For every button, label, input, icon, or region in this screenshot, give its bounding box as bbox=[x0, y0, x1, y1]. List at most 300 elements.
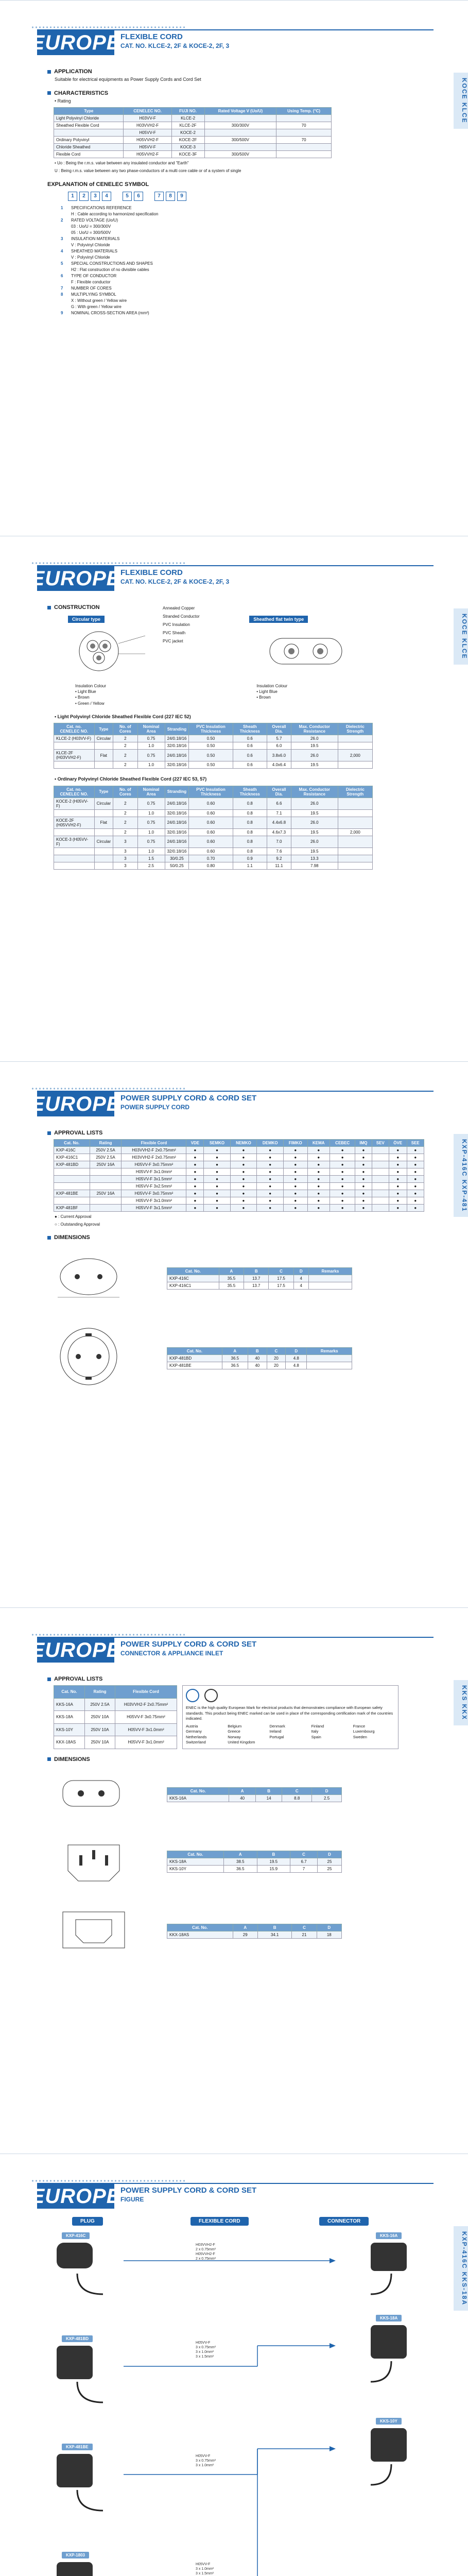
table-cell bbox=[338, 809, 372, 817]
table-cell: ● bbox=[257, 1161, 284, 1168]
symbol-box: 7 bbox=[154, 192, 164, 201]
table-row bbox=[54, 1197, 424, 1205]
symbol-box: 3 bbox=[91, 192, 100, 201]
table-cell: H05VV-F 3x1.5mm² bbox=[122, 1176, 186, 1183]
table-cell: ● bbox=[257, 1205, 284, 1212]
page-subtitle: POWER SUPPLY CORD bbox=[120, 1104, 190, 1111]
table-cell: 6.7 bbox=[290, 1858, 318, 1866]
table-header-row bbox=[54, 1140, 424, 1147]
table-cell: ● bbox=[204, 1205, 230, 1212]
table-cell: ● bbox=[284, 1147, 307, 1154]
table-cell: ● bbox=[355, 1168, 372, 1176]
plug-label: KXP-481BD bbox=[62, 2335, 93, 2342]
table-cell: H05VV-F 3x1.0mm² bbox=[115, 1723, 177, 1736]
column-header: D bbox=[317, 1851, 341, 1858]
connector-label: KKS-18A bbox=[376, 2315, 402, 2321]
table-row bbox=[54, 817, 373, 828]
table-cell: ● bbox=[407, 1205, 424, 1212]
table-cell bbox=[94, 761, 113, 769]
column-header: Dielectric Strength bbox=[338, 723, 372, 735]
table-cell: KLCE-2F (H03VVH2-F) bbox=[54, 750, 95, 761]
table-cell: ● bbox=[230, 1154, 257, 1161]
table-cell: 2.5 bbox=[312, 1795, 342, 1802]
column-header: Cat. no. CENELEC NO. bbox=[54, 723, 95, 735]
symbol-boxes bbox=[68, 192, 432, 201]
table-cell bbox=[372, 1176, 389, 1183]
table-cell: ● bbox=[407, 1197, 424, 1205]
table-cell: 1.0 bbox=[137, 848, 165, 855]
box-gap bbox=[113, 192, 120, 201]
table-cell: 4.8 bbox=[286, 1354, 307, 1362]
enec-panel bbox=[182, 1685, 398, 1749]
table-cell: ● bbox=[204, 1161, 230, 1168]
table-row bbox=[167, 1354, 352, 1362]
table-cell: 2 bbox=[113, 735, 137, 742]
table-cell: 26.0 bbox=[291, 735, 338, 742]
table-cell: H05VV-F 3x0.75mm² bbox=[115, 1711, 177, 1724]
table-row bbox=[54, 848, 373, 855]
table-row bbox=[54, 862, 373, 869]
column-header: Remarks bbox=[307, 1347, 352, 1354]
table-cell: KKX-18AS bbox=[54, 1736, 85, 1749]
table-cell: ● bbox=[204, 1190, 230, 1197]
table-cell: 26.0 bbox=[291, 836, 338, 848]
table-header-row bbox=[167, 1267, 352, 1275]
table-cell: H05VV-F 3x1.0mm² bbox=[115, 1736, 177, 1749]
table-cell: 32/0.18/16 bbox=[165, 828, 189, 836]
column-header: A bbox=[222, 1347, 248, 1354]
table-cell: 250V 2.5A bbox=[90, 1147, 122, 1154]
explanation-item bbox=[61, 310, 432, 316]
table-cell: H03VVH2-F bbox=[124, 122, 171, 129]
table-cell: KXP-416C bbox=[167, 1275, 219, 1282]
rating-table bbox=[54, 107, 332, 158]
table-cell: ● bbox=[407, 1161, 424, 1168]
table-cell: 8.8 bbox=[282, 1795, 312, 1802]
table-cell: H05VVH2-F bbox=[124, 137, 171, 144]
plug-label: KXP-481BE bbox=[62, 2444, 93, 2450]
column-header: C bbox=[269, 1267, 293, 1275]
item-text: NOMINAL CROSS-SECTION AREA (mm²) bbox=[71, 310, 149, 315]
table-cell: 24/0.18/16 bbox=[165, 836, 189, 848]
table-cell: ● bbox=[186, 1197, 204, 1205]
table-cell: 0.75 bbox=[137, 750, 165, 761]
table-cell: ● bbox=[186, 1205, 204, 1212]
plug-label: KXP-1803 bbox=[62, 2552, 89, 2558]
country-name: United Kingdom bbox=[228, 1740, 255, 1744]
table-cell: 9.2 bbox=[267, 855, 291, 862]
table-cell: 40 bbox=[229, 1795, 255, 1802]
explanation-item bbox=[61, 261, 432, 273]
column-header: PVC Insulation Thickness bbox=[189, 786, 233, 798]
table-cell bbox=[338, 761, 372, 769]
approval-section bbox=[47, 1130, 432, 1227]
table-cell bbox=[338, 862, 372, 869]
table-cell: 0.75 bbox=[137, 735, 165, 742]
table-cell bbox=[54, 1197, 90, 1205]
column-header: KEMA bbox=[307, 1140, 330, 1147]
table-cell: ● bbox=[355, 1176, 372, 1183]
table-cell: 7 bbox=[290, 1866, 318, 1873]
column-header: Stranding bbox=[165, 723, 189, 735]
table-row bbox=[54, 809, 373, 817]
symbol-box: 5 bbox=[123, 192, 132, 201]
table-cell: 13.7 bbox=[244, 1275, 269, 1282]
column-header: CENELEC NO. bbox=[124, 108, 171, 115]
table-cell bbox=[54, 855, 95, 862]
application-section bbox=[47, 69, 432, 83]
table-row bbox=[54, 855, 373, 862]
table-cell bbox=[308, 1275, 352, 1282]
dimensions-section bbox=[47, 1234, 432, 1395]
page-header bbox=[120, 32, 229, 49]
table-cell: 0.50 bbox=[189, 761, 233, 769]
column-header: B bbox=[257, 1924, 291, 1931]
table-cell: 4.0x6.4 bbox=[267, 761, 291, 769]
plug-2pin-drawing bbox=[47, 1246, 140, 1308]
table-cell: 7.1 bbox=[267, 809, 291, 817]
table-cell: 0.75 bbox=[137, 836, 165, 848]
table-cell: 6.0 bbox=[267, 742, 291, 750]
table-row bbox=[54, 151, 332, 158]
column-header: SEE bbox=[407, 1140, 424, 1147]
table-row bbox=[54, 828, 373, 836]
country-name: Denmark bbox=[269, 1723, 285, 1728]
side-tab: KXP-416C KXP-481 bbox=[454, 1134, 468, 1217]
table-cell: 34.1 bbox=[257, 1931, 291, 1939]
table-cell: 6.6 bbox=[267, 798, 291, 809]
table-cell: 20 bbox=[267, 1354, 286, 1362]
table-cell bbox=[372, 1168, 389, 1176]
table-cell bbox=[276, 115, 332, 122]
table-cell: ● bbox=[204, 1154, 230, 1161]
column-header: SEV bbox=[372, 1140, 389, 1147]
table-cell: ● bbox=[284, 1168, 307, 1176]
table-cell bbox=[90, 1205, 122, 1212]
table-cell bbox=[54, 1176, 90, 1183]
page-figure-flow bbox=[0, 2154, 468, 2576]
column-header: Cat. No. bbox=[167, 1347, 222, 1354]
country-name: Norway bbox=[228, 1734, 241, 1739]
table-cell: ● bbox=[284, 1205, 307, 1212]
item-text: NUMBER OF CORES bbox=[71, 285, 112, 291]
column-header: No. of Cores bbox=[113, 723, 137, 735]
table-cell: ● bbox=[355, 1147, 372, 1154]
table-cell: Chloride Sheathed bbox=[54, 144, 124, 151]
table-cell: 19.5 bbox=[291, 828, 338, 836]
table-cell: 21 bbox=[292, 1931, 317, 1939]
table-cell: ● bbox=[204, 1183, 230, 1190]
table-cell: ● bbox=[230, 1161, 257, 1168]
circular-figure bbox=[68, 616, 208, 706]
table-cell: ● bbox=[186, 1183, 204, 1190]
table-cell: ● bbox=[186, 1168, 204, 1176]
table-cell: ● bbox=[257, 1168, 284, 1176]
table-row bbox=[54, 798, 373, 809]
column-header: C bbox=[292, 1924, 317, 1931]
table-cell: 32/0.18/16 bbox=[165, 742, 189, 750]
table-cell: 1.0 bbox=[137, 761, 165, 769]
construction-part-label: Annealed Copper bbox=[163, 605, 195, 611]
table-cell: 3 bbox=[113, 855, 137, 862]
table-cell bbox=[276, 151, 332, 158]
table-cell: KXP-416C bbox=[54, 1147, 90, 1154]
table-cell: ● bbox=[407, 1190, 424, 1197]
table-cell: 2 bbox=[113, 817, 137, 828]
column-header: Rating bbox=[90, 1140, 122, 1147]
column-header: Using Temp. (°C) bbox=[276, 108, 332, 115]
table-row bbox=[54, 115, 332, 122]
europe-logo: EUROPE bbox=[37, 2184, 114, 2209]
table-cell bbox=[204, 115, 276, 122]
dimension-table-kks18 bbox=[167, 1851, 342, 1873]
flat-figure bbox=[249, 616, 432, 706]
table-cell: 15.9 bbox=[257, 1866, 290, 1873]
insulation-colour: Insulation Colour • Light Blue • Brown bbox=[256, 684, 288, 700]
table-cell: 250V 16A bbox=[90, 1161, 122, 1168]
page-subtitle: CAT. NO. KLCE-2, 2F & KOCE-2, 2F, 3 bbox=[120, 42, 230, 49]
cord-spec: H03VVH2-F 2 x 0.75mm² H05VVH2-F 2 x 0.75mm² bbox=[196, 2243, 216, 2261]
column-header: D bbox=[312, 1788, 342, 1795]
table-cell: Flat bbox=[94, 750, 113, 761]
table-cell bbox=[54, 828, 95, 836]
table-cell: ● bbox=[230, 1197, 257, 1205]
column-header: FIMKO bbox=[284, 1140, 307, 1147]
table-cell: 5.7 bbox=[267, 735, 291, 742]
item-number: 4 bbox=[61, 248, 63, 253]
column-header: D bbox=[293, 1267, 308, 1275]
item-number: 7 bbox=[61, 285, 63, 291]
table-cell: 29 bbox=[233, 1931, 257, 1939]
table-cell: ● bbox=[407, 1183, 424, 1190]
column-header: Rated Voltage V (Uo/U) bbox=[204, 108, 276, 115]
table-cell: 1.5 bbox=[137, 855, 165, 862]
column-header: B bbox=[257, 1851, 290, 1858]
table-cell: H03VVH2-F 2x0.75mm² bbox=[115, 1698, 177, 1711]
bullet-square-icon bbox=[47, 91, 51, 95]
table-cell: 0.70 bbox=[189, 855, 233, 862]
item-text: SPECIAL CONSTRUCTIONS AND SHAPES H2 : Flat construction of no divisible cables bbox=[71, 261, 153, 272]
table-cell bbox=[54, 761, 95, 769]
table-cell: 1.0 bbox=[137, 828, 165, 836]
table-cell: 25 bbox=[317, 1866, 341, 1873]
table-cell: ● bbox=[389, 1197, 407, 1205]
section-heading: DIMENSIONS bbox=[54, 1234, 90, 1241]
table-cell: KXP-481BD bbox=[167, 1354, 222, 1362]
table-cell bbox=[338, 735, 372, 742]
table-cell: ● bbox=[186, 1147, 204, 1154]
country-name: Portugal bbox=[269, 1734, 284, 1739]
section-heading: APPROVAL LISTS bbox=[54, 1676, 103, 1682]
table-cell bbox=[372, 1161, 389, 1168]
table-cell: KXP-481BF bbox=[54, 1205, 90, 1212]
table-title: • Ordinary Polyvinyl Chloride Sheathed Flexible Cord (227 IEC 53, 57) bbox=[55, 776, 207, 782]
table-row bbox=[54, 1183, 424, 1190]
table-cell bbox=[372, 1147, 389, 1154]
table-cell: ● bbox=[407, 1147, 424, 1154]
explanation-item bbox=[61, 292, 432, 310]
table-cell: KXP-416C1 bbox=[167, 1282, 219, 1289]
table-cell: 2 bbox=[113, 750, 137, 761]
table-cell: KOCE-3F bbox=[171, 151, 204, 158]
table-row bbox=[54, 836, 373, 848]
characteristics-section bbox=[47, 90, 432, 174]
page-flexible-cord-1 bbox=[0, 0, 468, 536]
table-cell: 36.5 bbox=[224, 1866, 257, 1873]
dimensions-section bbox=[47, 1756, 432, 1958]
table-cell: 0.50 bbox=[189, 742, 233, 750]
table-cell: ● bbox=[307, 1154, 330, 1161]
table-cell: H05VV-F bbox=[124, 144, 171, 151]
column-header: Nominal Area bbox=[137, 786, 165, 798]
table-cell bbox=[94, 848, 113, 855]
explanation-item bbox=[61, 236, 432, 248]
table-cell: Flexible Cord bbox=[54, 151, 124, 158]
table-cell: KKS-16A bbox=[54, 1698, 85, 1711]
table-cell: KOCE-3 bbox=[171, 144, 204, 151]
header-band bbox=[0, 2154, 468, 2212]
table-cell: KXP-481BE bbox=[54, 1190, 90, 1197]
table-cell bbox=[276, 129, 332, 137]
table-cell bbox=[338, 836, 372, 848]
table-cell bbox=[54, 129, 124, 137]
table-cell: ● bbox=[230, 1190, 257, 1197]
table-cell: 2 bbox=[113, 809, 137, 817]
enec-mark-icon bbox=[186, 1689, 199, 1702]
item-text: SPECIFICATIONS REFERENCE H : Cable according to harmonized specification bbox=[71, 205, 159, 216]
table-cell: ● bbox=[330, 1161, 355, 1168]
europe-logo: EUROPE bbox=[37, 1638, 114, 1663]
page-header bbox=[120, 1094, 256, 1111]
section-heading: DIMENSIONS bbox=[54, 1756, 90, 1762]
table-cell: ● bbox=[284, 1197, 307, 1205]
column-header: Cat. No. bbox=[167, 1267, 219, 1275]
table-cell bbox=[308, 1282, 352, 1289]
column-header: C bbox=[267, 1347, 286, 1354]
table-cell: KXP-481BD bbox=[54, 1161, 90, 1168]
cord-spec: H05VV-F 3 x 0.75mm² 3 x 1.0mm² 3 x 1.5mm² bbox=[196, 2341, 216, 2359]
table-cell: H03VV-F bbox=[124, 115, 171, 122]
table-cell: 2,000 bbox=[338, 828, 372, 836]
table-cell: ● bbox=[186, 1176, 204, 1183]
table-cell: 24/0.18/16 bbox=[165, 798, 189, 809]
plug-label: KXP-416C bbox=[62, 2232, 90, 2239]
table-cell: 2 bbox=[113, 828, 137, 836]
table-cell: KLCE-2 bbox=[171, 115, 204, 122]
table-cell: ● bbox=[330, 1176, 355, 1183]
explanation-item bbox=[61, 248, 432, 261]
country-name: Belgium bbox=[228, 1723, 242, 1728]
page-subtitle: CAT. NO. KLCE-2, 2F & KOCE-2, 2F, 3 bbox=[120, 578, 230, 585]
column-header: Dielectric Strength bbox=[338, 786, 372, 798]
table-cell: KKX-18AS bbox=[167, 1931, 233, 1939]
table-cell: 250V 10A bbox=[85, 1723, 115, 1736]
table-cell: 4 bbox=[293, 1275, 308, 1282]
country-list bbox=[186, 1724, 395, 1745]
table-cell: 50/0.25 bbox=[165, 862, 189, 869]
column-header: C bbox=[290, 1851, 318, 1858]
table-row bbox=[167, 1275, 352, 1282]
table-row bbox=[54, 742, 373, 750]
column-header: Cat. No. bbox=[54, 1686, 85, 1699]
item-text: MULTIPLYING SYMBOL X : Without green / Yellow wire G : With green / Yellow wire bbox=[71, 292, 127, 309]
table-cell: 0.80 bbox=[189, 862, 233, 869]
table-cell: ● bbox=[257, 1154, 284, 1161]
dimension-table-kkx18 bbox=[167, 1924, 342, 1939]
table-row bbox=[167, 1866, 342, 1873]
explanation-section bbox=[47, 181, 432, 316]
table-row bbox=[54, 735, 373, 742]
table-cell: 0.8 bbox=[233, 828, 267, 836]
ul-mark-icon bbox=[204, 1689, 218, 1702]
table-cell: ● bbox=[230, 1147, 257, 1154]
country-name: Austria bbox=[186, 1723, 198, 1728]
item-number: 8 bbox=[61, 292, 63, 297]
symbol-box: 2 bbox=[79, 192, 89, 201]
table-cell bbox=[338, 817, 372, 828]
table-row bbox=[54, 1698, 177, 1711]
table-cell: KKS-16A bbox=[167, 1795, 229, 1802]
column-header: A bbox=[224, 1851, 257, 1858]
table-cell: 0.6 bbox=[233, 735, 267, 742]
dimension-table-schuko bbox=[167, 1347, 352, 1369]
column-header: PVC Insulation Thickness bbox=[189, 723, 233, 735]
column-header: DEMKO bbox=[257, 1140, 284, 1147]
table-cell: ● bbox=[284, 1176, 307, 1183]
cord-spec: H05VV-F 3 x 0.75mm² 3 x 1.0mm² bbox=[196, 2454, 216, 2468]
approval-table bbox=[54, 1139, 424, 1212]
table-cell: KOCE-2 bbox=[171, 129, 204, 137]
table-cell: ● bbox=[307, 1161, 330, 1168]
column-header: VDE bbox=[186, 1140, 204, 1147]
table-row bbox=[167, 1282, 352, 1289]
connector-kks16-drawing bbox=[47, 1768, 140, 1819]
table-cell: H05VV-F 3x1.5mm² bbox=[122, 1205, 186, 1212]
table-cell: ● bbox=[389, 1161, 407, 1168]
table-cell: 2.5 bbox=[137, 862, 165, 869]
table-cell: 35.5 bbox=[219, 1282, 244, 1289]
explanation-list bbox=[61, 205, 432, 316]
table-cell: KOCE-2F (H05VVH2-F) bbox=[54, 817, 95, 828]
table-cell: H03VVH2-F 2x0.75mm² bbox=[122, 1147, 186, 1154]
circular-cord-diagram bbox=[68, 623, 171, 680]
table-cell: 4.8 bbox=[286, 1362, 307, 1369]
table-cell: 40 bbox=[248, 1362, 267, 1369]
table-row bbox=[54, 129, 332, 137]
page-title: POWER SUPPLY CORD & CORD SET bbox=[120, 1094, 257, 1103]
column-header: Overall Dia. bbox=[267, 723, 291, 735]
table-cell: 32/0.18/16 bbox=[165, 848, 189, 855]
table-cell bbox=[204, 129, 276, 137]
table-cell: ● bbox=[284, 1190, 307, 1197]
column-header: C bbox=[282, 1788, 312, 1795]
figure-label: Circular type bbox=[68, 616, 105, 623]
symbol-box: 9 bbox=[177, 192, 186, 201]
table-cell: 0.50 bbox=[189, 735, 233, 742]
table-cell: Flat bbox=[94, 817, 113, 828]
legend-current: ● : Current Approval bbox=[55, 1214, 92, 1219]
ordinary-pvc-section bbox=[47, 776, 432, 870]
table-cell: KOCE-3 (H05VV-F) bbox=[54, 836, 95, 848]
table-cell: Light Polyvinyl Chloride bbox=[54, 115, 124, 122]
dot-pattern bbox=[31, 1087, 185, 1091]
table-cell: ● bbox=[307, 1205, 330, 1212]
table-cell bbox=[94, 855, 113, 862]
table-cell: 3 bbox=[113, 862, 137, 869]
table-cell: ● bbox=[284, 1154, 307, 1161]
table-cell: ● bbox=[307, 1197, 330, 1205]
column-header: Cat. no. CENELEC NO. bbox=[54, 786, 95, 798]
